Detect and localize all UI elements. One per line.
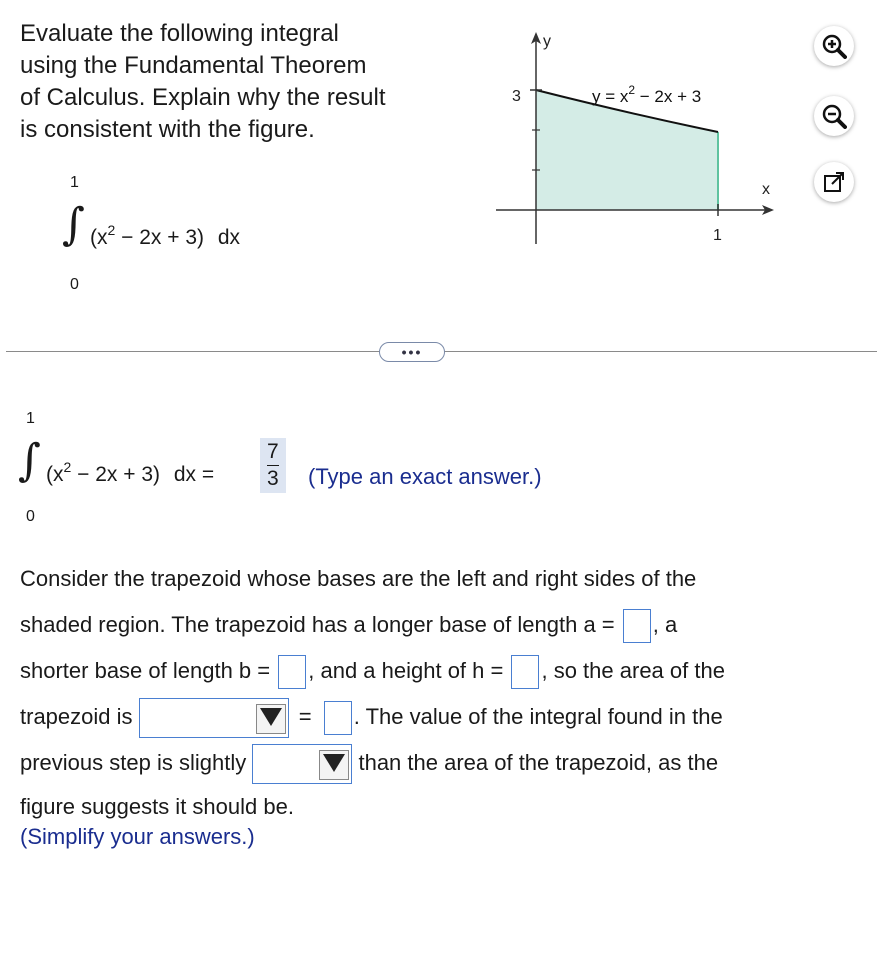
y-tick-label: 3: [512, 88, 521, 105]
chevron-down-icon: [323, 754, 345, 772]
numerator: 7: [267, 440, 279, 463]
para-line: Consider the trapezoid whose bases are the left and right sides of the: [20, 566, 697, 591]
integral-sign: ∫: [62, 199, 85, 250]
denominator: 3: [267, 467, 279, 490]
answer-lower-limit: 0: [26, 508, 35, 525]
answer-upper-limit: 1: [26, 410, 35, 427]
answer-integrand: $(x^2 - 2x + 3)$ dx =: [46, 459, 215, 486]
trapezoid-paragraph: [20, 556, 870, 852]
area-formula-dropdown[interactable]: [139, 698, 289, 738]
zoom-in-button[interactable]: [814, 26, 854, 66]
answer-fraction[interactable]: [260, 438, 286, 493]
fraction-bar: [267, 465, 279, 466]
para-line: shaded region. The trapezoid has a longer base of length a = , a: [20, 602, 870, 648]
graph-figure: [496, 24, 796, 254]
height-h-input[interactable]: [511, 655, 539, 689]
chevron-down-icon: [260, 708, 282, 726]
upper-limit: 1: [70, 174, 79, 191]
para-line: figure suggests it should be.: [20, 794, 294, 819]
question-line: using the Fundamental Theorem: [20, 52, 367, 79]
base-b-input[interactable]: [278, 655, 306, 689]
area-input[interactable]: [324, 701, 352, 735]
zoom-in-icon: [821, 33, 847, 59]
para-line: shorter base of length b = , and a height of h = , so the area of the: [20, 648, 870, 694]
base-a-input[interactable]: [623, 609, 651, 643]
question-line: of Calculus. Explain why the result: [20, 84, 386, 111]
answer-integral-sign: ∫: [18, 435, 41, 486]
zoom-out-button[interactable]: [814, 96, 854, 136]
answer-hint: (Type an exact answer.): [308, 464, 542, 489]
comparison-dropdown[interactable]: [252, 744, 352, 784]
popout-button[interactable]: [814, 162, 854, 202]
curve-label: $y = x^2 - 2x + 3$: [592, 83, 702, 106]
y-axis-label: y: [543, 33, 551, 50]
shaded-region: [536, 90, 718, 210]
zoom-out-icon: [821, 103, 847, 129]
x-axis-label: x: [762, 181, 770, 198]
lower-limit: 0: [70, 276, 79, 293]
question-line: Evaluate the following integral: [20, 20, 339, 47]
simplify-hint: (Simplify your answers.): [20, 824, 255, 849]
x-tick-label: 1: [713, 227, 722, 244]
para-line: previous step is slightly than the area of the trapezoid, as the: [20, 740, 870, 786]
para-line: trapezoid is = . The value of the integral found in the: [20, 694, 870, 740]
question-text: [20, 18, 440, 146]
question-line: is consistent with the figure.: [20, 116, 315, 143]
more-button[interactable]: •••: [379, 342, 445, 362]
integrand: $(x^2 - 2x + 3)$ dx: [90, 222, 241, 249]
popout-icon: [822, 170, 846, 194]
